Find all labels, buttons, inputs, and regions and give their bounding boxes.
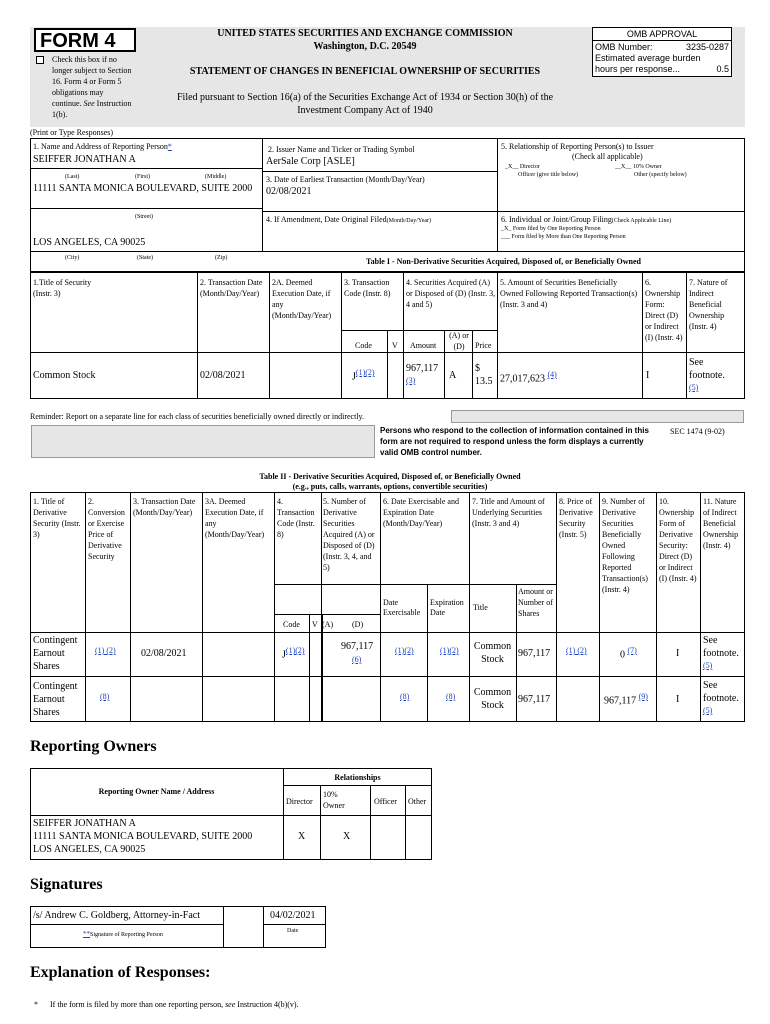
t1-sub-aord: (A) or (D) [449, 331, 469, 351]
checkbox-text: Check this box if no longer subject to Section 16. Form 4 or Form 5 obligations may continue. See Instruction 1(b). [52, 55, 132, 119]
t1-h7: 7. Nature of Indirect Beneficial Ownership (Instr. 4) [689, 278, 728, 331]
issuer-label: 2. Issuer Name and Ticker or Trading Symbol [268, 145, 415, 154]
issuer-name: AerSale Corp [ASLE] [266, 156, 355, 167]
t2-sub-title: Title [473, 603, 488, 612]
t1-h1: 1.Title of Security (Instr. 3) [33, 278, 92, 298]
t2-row1-nature-link[interactable]: (5) [703, 661, 713, 670]
explanation-line-1: If the form is filed by more than one reporting person, see Instruction 4(b)(v). [50, 1000, 299, 1009]
t1-sub-price: Price [475, 341, 492, 350]
t1-h2a: 2A. Deemed Execution Date, if any (Month/Day/Year) [272, 278, 332, 320]
signature-footnote-link[interactable]: ** [83, 930, 90, 938]
statement-title: STATEMENT OF CHANGES IN BENEFICIAL OWNERSHIP OF SECURITIES [189, 66, 541, 77]
owners-name-header: Reporting Owner Name / Address [98, 787, 215, 796]
relationship-officer: Officer (give title below) [518, 172, 579, 178]
t2-h9: 9. Number of Derivative Securities Beneficially Owned Following Reported Transaction(s) (Instr. 4) [602, 497, 648, 594]
t2-h7: 7. Title and Amount of Underlying Securities (Instr. 3 and 4) [472, 497, 545, 528]
reminder-box-left [31, 425, 375, 458]
form-title: FORM 4 [40, 30, 116, 52]
first-label: (First) [135, 174, 150, 180]
t1-h3: 3. Transaction Code (Instr. 8) [344, 278, 391, 298]
omb-title: OMB APPROVAL [626, 29, 698, 39]
form-title-box [34, 28, 136, 52]
owner-director-mark: X [298, 831, 306, 842]
t2-h11: 11. Nature of Indirect Beneficial Ownership (Instr. 4) [703, 497, 739, 550]
t2-row1-nature: See footnote. [703, 635, 739, 659]
signature-label: **Signature of Reporting Person [83, 930, 163, 938]
signature-date: 04/02/2021 [270, 910, 316, 921]
signer-name: /s/ Andrew C. Goldberg, Attorney-in-Fact [33, 910, 201, 921]
signatures-heading: Signatures [30, 876, 103, 893]
owners-ten-pct-header: 10% Owner [323, 790, 345, 810]
t2-row1-ex-link[interactable]: (1)(2) [395, 646, 414, 655]
t2-h5: 5. Number of Derivative Securities Acquired (A) or Disposed of (D) (Instr. 3, 4, and 5) [323, 497, 375, 572]
group-filing-more: ___ Form filed by More than One Reporting Person [501, 234, 626, 240]
t2-h3a: 3A. Deemed Execution Date, if any (Month/Day/Year) [205, 497, 265, 539]
t2-row1-form: I [676, 648, 680, 659]
t1-row-form: I [646, 370, 650, 381]
owners-heading: Reporting Owners [30, 738, 157, 755]
t2-sub-v: V [312, 620, 318, 629]
relationship-check-all: (Check all applicable) [572, 152, 643, 161]
t1-owned-footnote-link[interactable]: (4) [547, 370, 557, 379]
reminder: Reminder: Report on a separate line for each class of securities beneficially owned directly or indirectly. [30, 412, 365, 421]
relationship-director: _X__ Director [505, 164, 540, 170]
filed-pursuant-2: Investment Company Act of 1940 [297, 105, 433, 116]
t1-row-price: 13.5 [475, 376, 493, 387]
explanation-star: * [34, 1000, 38, 1009]
t1-row-price-sym: $ [475, 363, 480, 374]
owners-director-header: Director [286, 797, 313, 806]
reporting-person-footnote-link[interactable]: * [167, 142, 172, 151]
t1-row-title: Common Stock [33, 370, 96, 381]
t2-row1-under-title: Common Stock [473, 641, 512, 665]
t2-row1-a-link[interactable]: (6) [352, 655, 362, 664]
print-or-type: (Print or Type Responses) [30, 128, 114, 137]
city-label: (City) [65, 255, 80, 261]
t1-h6: 6. Ownership Form: Direct (D) or Indirect (I) (Instr. 4) [645, 278, 683, 342]
t2-h6: 6. Date Exercisable and Expiration Date (Month/Day/Year) [383, 497, 459, 528]
t2-row1-date: 02/08/2021 [141, 648, 187, 659]
persons-note: Persons who respond to the collection of information contained in this form are not required to respond unless the form displays a currently valid OMB control number. [380, 426, 649, 457]
relationship-other: Other (specify below) [634, 172, 687, 178]
t2-row2-nature-link[interactable]: (5) [703, 706, 713, 715]
t2-row2-nature: See footnote. [703, 680, 739, 704]
t2-h1: 1. Title of Derivative Security (Instr. 3) [33, 497, 81, 539]
t2-row2-ex-link[interactable]: (8) [400, 692, 410, 701]
t1-code-footnote-link[interactable]: (1)(2) [355, 368, 375, 377]
amendment-label: 4. If Amendment, Date Original Filed(Month/Day/Year) [266, 215, 432, 224]
t2-row2-owned-link[interactable]: (9) [638, 692, 648, 701]
t2-row1-owned: 0 $^{(7)}$ [620, 646, 637, 661]
t1-h4: 4. Securities Acquired (A) or Disposed of (D) (Instr. 3, 4 and 5) [406, 278, 496, 309]
t1-row-amount: 967,117 [406, 363, 439, 374]
agency-name: UNITED STATES SECURITIES AND EXCHANGE COMMISSION [217, 28, 513, 39]
state-label: (State) [137, 255, 153, 261]
owners-officer-header: Officer [374, 797, 397, 806]
street-value: 11111 SANTA MONICA BOULEVARD, SUITE 2000 [33, 183, 253, 194]
owner-address-1: 11111 SANTA MONICA BOULEVARD, SUITE 2000 [33, 831, 253, 842]
t1-row-aord: A [449, 370, 457, 381]
t2-row2-form: I [676, 694, 680, 705]
t2-row2-conv-link[interactable]: (8) [100, 692, 110, 701]
owners-relationships-header: Relationships [334, 773, 381, 782]
city-value: LOS ANGELES, CA 90025 [33, 237, 146, 248]
no-longer-subject-checkbox[interactable] [36, 56, 44, 64]
t2-row2-title: Contingent Earnout Shares [33, 681, 78, 718]
t1-sub-amount: Amount [410, 341, 437, 350]
table1-title: Table I - Non-Derivative Securities Acquired, Disposed of, or Beneficially Owned [366, 257, 641, 266]
t2-row2-exp-link[interactable]: (8) [446, 692, 456, 701]
t2-sub-exp: Expiration Date [430, 598, 464, 617]
omb-approval-box [592, 27, 732, 77]
reporting-person-label: 1. Name and Address of Reporting Person* [33, 142, 172, 151]
t1-row-date: 02/08/2021 [200, 370, 246, 381]
owner-name: SEIFFER JONATHAN A [33, 818, 136, 829]
t1-sub-v: V [392, 341, 398, 350]
t2-row1-under-amt: 967,117 [518, 648, 551, 659]
middle-label: (Middle) [205, 174, 227, 180]
t2-row2-owned: 967,117 $^{(9)}$ [604, 692, 648, 707]
t1-h5: 5. Amount of Securities Beneficially Owned Following Reported Transaction(s) (Instr. 3 and 4) [500, 278, 638, 309]
t2-sub-a: (A) [322, 620, 334, 629]
t2-h2: 2. Conversion or Exercise Price of Derivative Security [88, 497, 125, 561]
t2-sub-code: Code [283, 620, 300, 629]
t2-h8: 8. Price of Derivative Security (Instr. 5) [559, 497, 593, 539]
t2-row1-conv-link[interactable]: (1) (2) [95, 646, 116, 655]
t1-row-nature: See footnote. [689, 357, 725, 381]
reminder-box-right [451, 410, 744, 423]
t2-row1-exp-link[interactable]: (1)(2) [440, 646, 459, 655]
t2-sub-d: (D) [352, 620, 364, 629]
t1-nature-footnote-link[interactable]: (5) [689, 383, 699, 392]
earliest-transaction-date: 02/08/2021 [266, 186, 312, 197]
table2-title: Table II - Derivative Securities Acquired, Disposed of, or Beneficially Owned [259, 472, 521, 481]
t1-row-code: $J^{(1)(2)}$ [352, 368, 375, 383]
t2-row1-owned-link[interactable]: (7) [627, 646, 637, 655]
t2-row2-under-amt: 967,117 [518, 694, 551, 705]
t2-row1-a: 967,117 [341, 641, 374, 652]
t1-amount-footnote-link[interactable]: (3) [406, 376, 416, 385]
t2-h4: 4. Transaction Code (Instr. 8) [277, 497, 315, 539]
owner-ten-pct-mark: X [343, 831, 351, 842]
zip-label: (Zip) [215, 255, 228, 261]
street-label: (Street) [135, 214, 153, 220]
omb-number-label: OMB Number: [595, 42, 653, 52]
hours-value: 0.5 [716, 64, 729, 74]
t2-h3: 3. Transaction Date (Month/Day/Year) [133, 497, 196, 517]
t2-row1-price-link[interactable]: (1) (2) [566, 646, 587, 655]
omb-number: 3235-0287 [685, 42, 729, 52]
hours-label: hours per response... [595, 64, 681, 74]
burden-label: Estimated average burden [595, 53, 701, 63]
t2-row1-code: $J^{(1)(2)}$ [282, 646, 305, 661]
earliest-transaction-label: 3. Date of Earliest Transaction (Month/Day/Year) [266, 175, 425, 184]
table2-subtitle: (e.g., puts, calls, warrants, options, convertible securities) [292, 482, 488, 491]
t1-row-owned: 27,017,623 $^{(4)}$ [500, 370, 557, 385]
sec-code: SEC 1474 (9-02) [670, 427, 725, 436]
owners-other-header: Other [408, 797, 427, 806]
relationship-ten-pct: __X__ 10% Owner [615, 164, 662, 170]
t2-row1-code-link[interactable]: (1)(2) [285, 646, 305, 655]
explanation-heading: Explanation of Responses: [30, 964, 211, 981]
group-filing-label: 6. Individual or Joint/Group Filing(Check Applicable Line) [501, 215, 672, 224]
t2-sub-amount: Amount or Number of Shares [518, 587, 553, 618]
reporting-person-name: SEIFFER JONATHAN A [33, 154, 136, 165]
filed-pursuant: Filed pursuant to Section 16(a) of the Securities Exchange Act of 1934 or Section 30(h) of the [176, 92, 554, 103]
owner-address-2: LOS ANGELES, CA 90025 [33, 844, 146, 855]
group-filing-one: _X_ Form filed by One Reporting Person [501, 226, 601, 232]
t2-h10: 10. Ownership Form of Derivative Security: Direct (D) or Indirect (I) (Instr. 4) [659, 497, 697, 583]
t2-row1-title: Contingent Earnout Shares [33, 635, 78, 672]
t2-sub-date-ex: Date Exercisable [383, 598, 421, 617]
agency-location: Washington, D.C. 20549 [313, 41, 417, 52]
t2-row2-under-title: Common Stock [473, 687, 512, 711]
t1-h2: 2. Transaction Date (Month/Day/Year) [200, 278, 263, 298]
last-label: (Last) [65, 174, 80, 180]
signature-date-label: Date [287, 928, 299, 934]
relationship-label: 5. Relationship of Reporting Person(s) to Issuer [501, 142, 654, 151]
t1-sub-code: Code [355, 341, 372, 350]
